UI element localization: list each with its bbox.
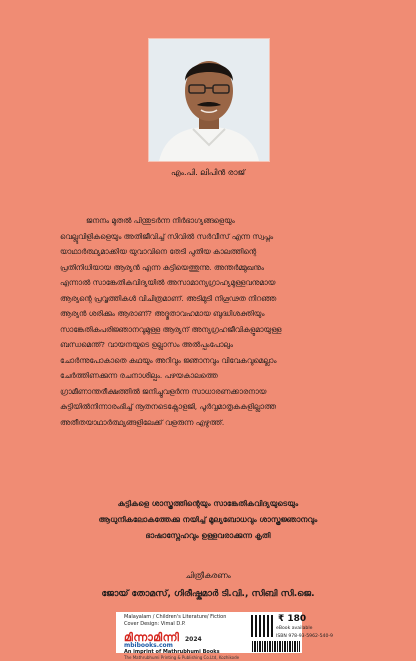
blurb-line: അതീതയാഥാർത്ഥ്യങ്ങളിലേക്ക് വളരുന്ന എഴുത്ത്. <box>60 417 225 427</box>
ebook-availability: eBook available <box>276 626 313 631</box>
cover-design-credit: Cover Design: Vimal D.P. <box>124 621 186 627</box>
barcode-icon <box>252 641 300 652</box>
book-tagline <box>0 496 416 544</box>
blurb-line: ഗ്രാമീണാന്തരീക്ഷത്തിൽ ജനിച്ചുവളർന്ന സാധാരണക്കാരനായ <box>60 386 267 396</box>
blurb-line: ചോർന്നുപോകാതെ കഥയും അറിവും ജ്ഞാനവും വിവേകവുമെല്ലാം <box>60 355 277 365</box>
author-photo <box>148 38 270 162</box>
book-blurb <box>60 213 360 430</box>
blurb-line: ആര്യന്റെ പ്രവൃത്തികൾ വിചിത്രമാണ്. അടിമുടി നിഗൂഢത നിറഞ്ഞ <box>60 293 277 303</box>
publisher-note: The Mathrubhumi Printing & Publishing Co.Ltd, Kozhikode <box>124 655 240 660</box>
blurb-line: ജനനം മുതൽ പിന്തുടർന്ന നിർഭാഗ്യങ്ങളെയും <box>86 216 235 225</box>
publisher-logo: മിന്നാമിന്നി <box>124 631 180 644</box>
blurb-line: ആര്യൻ ശരിക്കും ആരാണ്? അദ്ഭുതാവഹമായ ബുദ്ധിശക്തിയും <box>60 309 265 318</box>
imprint-line: An imprint of Mathrubhumi Books <box>124 649 220 655</box>
publisher-info-box <box>116 612 333 660</box>
blurb-line: ബന്ധമെന്ത്? വായനയുടെ ഉല്ലാസം അൽപ്പംപോലും <box>60 340 233 349</box>
blurb-line: കുട്ടിയിൽനിന്നാരംഭിച്ച് നൂതനടെക്നോളജി, പൂർവ്വമാതൃകകളില്ലാത്ത <box>60 402 276 411</box>
illustration-heading: ചിത്രീകരണം <box>185 571 231 580</box>
blurb-line: വെല്ലുവിളികളെയും അതിജീവിച്ച് സിവിൽ സർവീസ് എന്ന സ്വപ്നം <box>60 231 274 241</box>
book-meta <box>124 614 226 628</box>
book-category: Malayalam / Children's Literature/ Fiction <box>124 614 227 620</box>
publication-year: 2024 <box>185 636 202 643</box>
illustrator-names: ജോയ് തോമസ്, ഗിരീഷ്കുമാർ ടി.വി., സിബി സി.ജെ. <box>101 589 315 599</box>
isbn-number: ISBN 978-93-5962-540-9 <box>276 634 333 639</box>
author-portrait-image <box>149 39 269 161</box>
tagline-line: ഭാഷാസ്നേഹവും ഉള്ളവരാക്കുന്ന കൃതി <box>145 531 271 540</box>
tagline-line: ആധുനികലോകത്തേക്കു നയിച്ച് മൂല്യബോധവും ശാസ്ത്രജ്ഞാനവും <box>98 515 318 524</box>
qr-code-icon <box>251 615 273 637</box>
publisher-website: mbibooks.com <box>124 642 173 649</box>
blurb-line: യാഥാർത്ഥ്യമാക്കിയ യുവാവിനെ തേടി പുതിയ കാലത്തിന്റെ <box>60 247 257 256</box>
author-caption: എം.പി. ലിപിൻ രാജ് <box>170 168 246 177</box>
blurb-line: ചേർത്തിണക്കുന്ന രചനാശില്പം. പഴയകാലത്തെ <box>60 371 218 380</box>
blurb-line: പ്രതിനിധിയായ ആര്യൻ എന്ന കുട്ടിയെത്തുന്നു. അന്തർമ്മുഖനും <box>60 262 264 272</box>
blurb-line: എന്നാൽ സാങ്കേതികവിദ്യയിൽ അസാമാന്യഗ്രാഹ്യമുള്ളവനുമായ <box>60 278 276 287</box>
tagline-line: കുട്ടികളെ ശാസ്ത്രത്തിന്റെയും സാങ്കേതികവിദ്യയുടെയും <box>117 499 299 508</box>
book-price: ₹ 180 <box>278 614 307 624</box>
publisher-logo-block <box>124 631 240 661</box>
blurb-line: സാങ്കേതികപരിജ്ഞാനവുമുള്ള ആര്യന് അന്യഗ്രഹജീവികളുമായുള്ള <box>60 324 282 334</box>
